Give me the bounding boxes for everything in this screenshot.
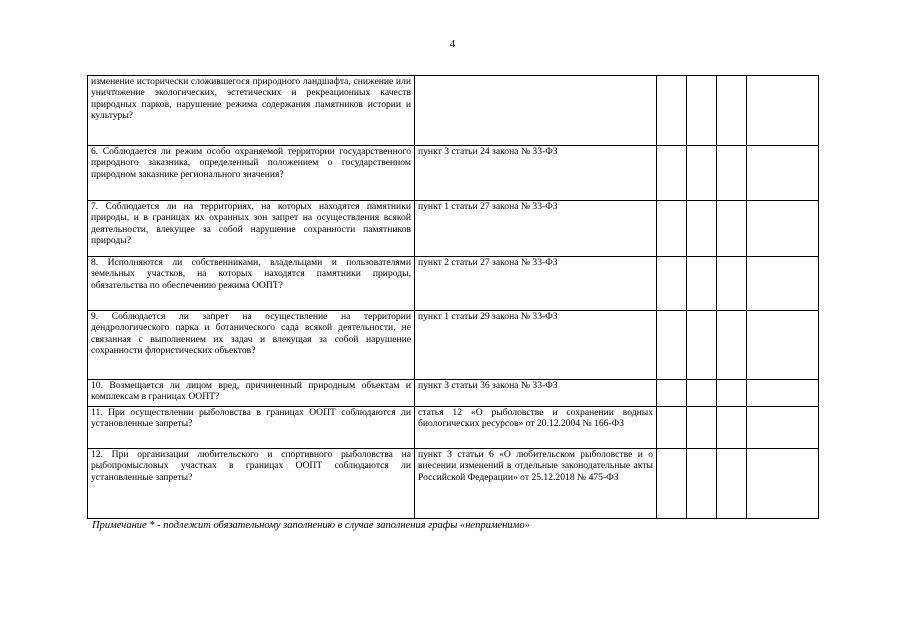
comment-cell <box>747 380 819 407</box>
answer-no-cell <box>687 311 717 380</box>
norm-cell: пункт 3 статьи 36 закона № 33-ФЗ <box>415 380 657 407</box>
comment-cell <box>747 257 819 311</box>
comment-cell <box>747 449 819 519</box>
norm-cell: пункт 1 статьи 27 закона № 33-ФЗ <box>415 201 657 257</box>
answer-na-cell <box>717 407 747 449</box>
answer-yes-cell <box>657 407 687 449</box>
answer-yes-cell <box>657 201 687 257</box>
question-cell: 9. Соблюдается ли запрет на осуществление на территории дендрологического парка и ботанического сада всякой деятельности, не связанная с выполнением их задач и влекущая за собой нарушение сохранности флористических объектов? <box>88 311 415 380</box>
norm-cell <box>415 76 657 146</box>
question-cell: 7. Соблюдается ли на территориях, на которых находятся памятники природы, и в границах их охранных зон запрет на осуществления всякой деятельности, влекущее за собой нарушение сохранности памятников природы? <box>88 201 415 257</box>
question-cell: 10. Возмещается ли лицом вред, причиненный природным объектам и комплексам в границах ООПТ? <box>88 380 415 407</box>
norm-cell: пункт 3 статьи 6 «О любительском рыболовстве и о внесении изменений в отдельные законодательные акты Российской Федерации» от 25.12.2018 № 475-ФЗ <box>415 449 657 519</box>
answer-na-cell <box>717 311 747 380</box>
comment-cell <box>747 76 819 146</box>
table-row <box>88 311 819 380</box>
table-row <box>88 257 819 311</box>
question-cell: 8. Исполняются ли собственниками, владельцами и пользователями земельных участков, на которых находятся памятники природы, обязательства по обеспечению режима ООПТ? <box>88 257 415 311</box>
page-number: 4 <box>449 38 456 50</box>
norm-cell: статья 12 «О рыболовстве и сохранении водных биологических ресурсов» от 20.12.2004 № 166-ФЗ <box>415 407 657 449</box>
comment-cell <box>747 201 819 257</box>
question-cell: 11. При осуществлении рыболовства в границах ООПТ соблюдаются ли установленные запреты? <box>88 407 415 449</box>
question-cell: 12. При организации любительского и спортивного рыболовства на рыбопромысловых участках в границах ООПТ соблюдаются ли установленные запреты? <box>88 449 415 519</box>
norm-cell: пункт 3 статьи 24 закона № 33-ФЗ <box>415 146 657 201</box>
answer-na-cell <box>717 201 747 257</box>
answer-no-cell <box>687 449 717 519</box>
answer-na-cell <box>717 380 747 407</box>
answer-yes-cell <box>657 76 687 146</box>
answer-na-cell <box>717 146 747 201</box>
norm-cell: пункт 1 статьи 29 закона № 33-ФЗ <box>415 311 657 380</box>
table-row <box>88 76 819 146</box>
table-row <box>88 407 819 449</box>
answer-no-cell <box>687 146 717 201</box>
question-cell: 6. Соблюдается ли режим особо охраняемой территории государственного природного заказника, определенный положением о государственном природном заказнике регионального значения? <box>88 146 415 201</box>
norm-cell: пункт 2 статьи 27 закона № 33-ФЗ <box>415 257 657 311</box>
table-row <box>88 201 819 257</box>
answer-na-cell <box>717 257 747 311</box>
comment-cell <box>747 407 819 449</box>
answer-yes-cell <box>657 449 687 519</box>
table-row <box>88 146 819 201</box>
answer-no-cell <box>687 380 717 407</box>
answer-yes-cell <box>657 311 687 380</box>
table-row <box>88 380 819 407</box>
answer-no-cell <box>687 76 717 146</box>
answer-no-cell <box>687 257 717 311</box>
answer-na-cell <box>717 449 747 519</box>
comment-cell <box>747 146 819 201</box>
answer-yes-cell <box>657 380 687 407</box>
answer-no-cell <box>687 407 717 449</box>
answer-yes-cell <box>657 146 687 201</box>
checklist-table <box>87 75 819 519</box>
table-row <box>88 449 819 519</box>
question-cell: изменение исторически сложившегося природного ландшафта, снижение или уничтожение экологических, эстетических и рекреационных качеств природных парков, нарушение режима содержания памятников истории и культуры? <box>88 76 415 146</box>
answer-yes-cell <box>657 257 687 311</box>
answer-no-cell <box>687 201 717 257</box>
comment-cell <box>747 311 819 380</box>
answer-na-cell <box>717 76 747 146</box>
footnote: Примечание * - подлежит обязательному заполнению в случае заполнения графы «неприменимо» <box>92 520 530 531</box>
